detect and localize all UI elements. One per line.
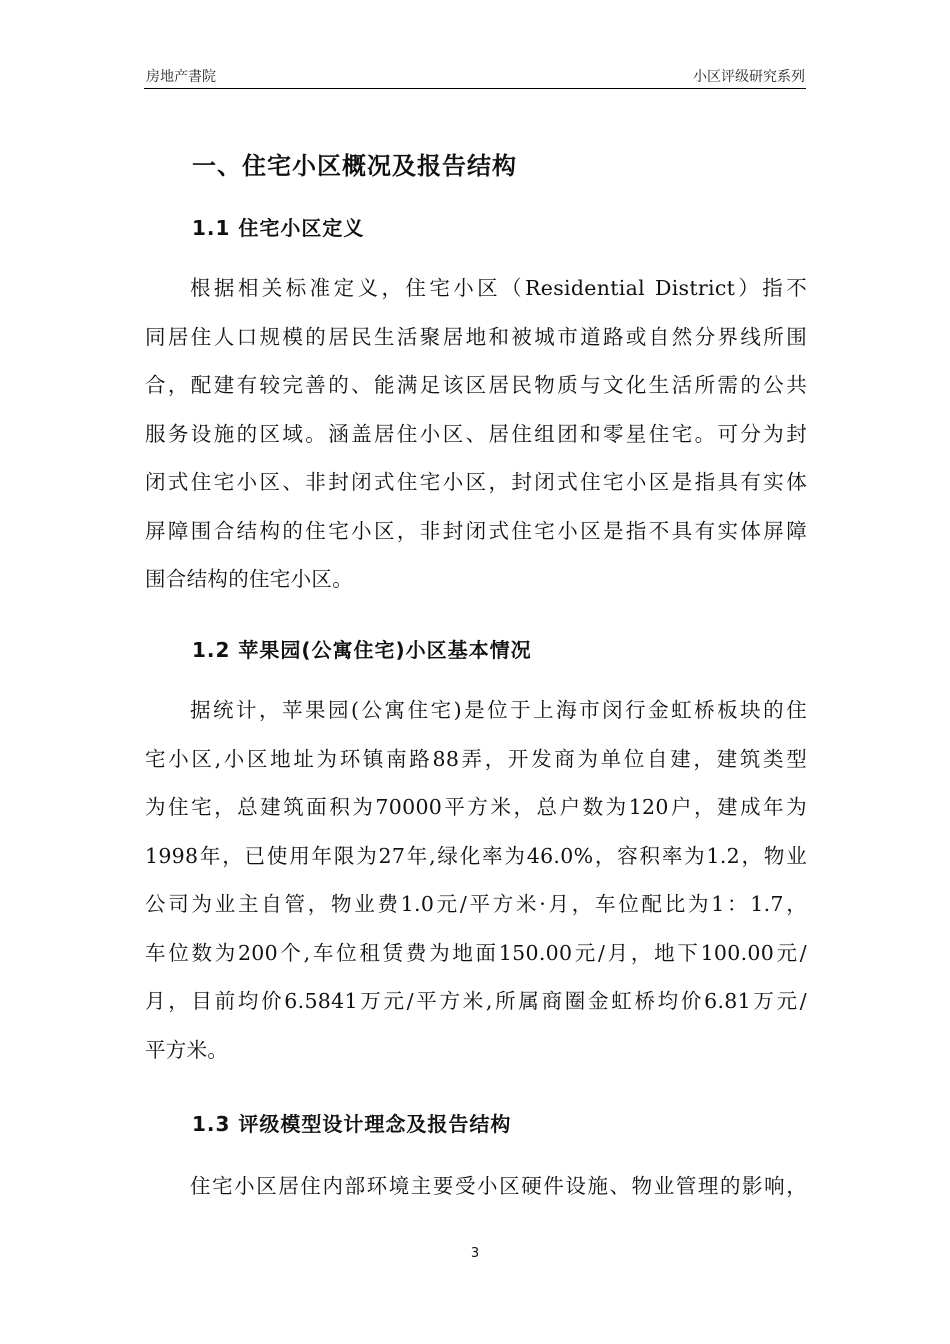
section-heading-1-1: 1.1 住宅小区定义 xyxy=(192,216,365,240)
paragraph-line: 车位数为200个,车位租赁费为地面150.00元/月，地下100.00元/ xyxy=(145,940,807,965)
paragraph-line: 同居住人口规模的居民生活聚居地和被城市道路或自然分界线所围 xyxy=(145,324,807,349)
paragraph-line: 公司为业主自管，物业费1.0元/平方米·月，车位配比为1：1.7， xyxy=(145,892,807,916)
paragraph-line: 月，目前均价6.5841万元/平方米,所属商圈金虹桥均价6.81万元/ xyxy=(145,989,807,1013)
paragraph-line: 住宅小区居住内部环境主要受小区硬件设施、物业管理的影响， xyxy=(190,1174,807,1198)
section-heading-1-3: 1.3 评级模型设计理念及报告结构 xyxy=(192,1112,512,1136)
header-right-title: 小区评级研究系列 xyxy=(693,69,805,85)
section-1-3-body xyxy=(145,1162,807,1211)
section-1-1-body xyxy=(145,264,807,604)
paragraph-line: 平方米。 xyxy=(145,1037,229,1062)
page-number: 3 xyxy=(470,1246,480,1261)
chapter-title: 一、住宅小区概况及报告结构 xyxy=(192,152,517,180)
paragraph-line: 闭式住宅小区、非封闭式住宅小区，封闭式住宅小区是指具有实体 xyxy=(145,470,807,494)
paragraph-line: 为住宅，总建筑面积为70000平方米，总户数为120户，建成年为 xyxy=(145,795,807,819)
section-1-2-body xyxy=(145,686,807,1074)
header-left-title: 房地产書院 xyxy=(146,69,216,85)
paragraph-line: 围合结构的住宅小区。 xyxy=(145,567,353,591)
paragraph-line: 屏障围合结构的住宅小区，非封闭式住宅小区是指不具有实体屏障 xyxy=(145,518,807,543)
section-heading-1-2: 1.2 苹果园(公寓住宅)小区基本情况 xyxy=(192,638,532,662)
header-divider xyxy=(144,88,806,89)
paragraph-line: 宅小区,小区地址为环镇南路88弄，开发商为单位自建，建筑类型 xyxy=(145,746,807,771)
paragraph-line: 合，配建有较完善的、能满足该区居民物质与文化生活所需的公共 xyxy=(145,373,807,397)
paragraph-line: 服务设施的区域。涵盖居住小区、居住组团和零星住宅。可分为封 xyxy=(145,421,807,446)
paragraph-line: 1998年，已使用年限为27年,绿化率为46.0%，容积率为1.2，物业 xyxy=(145,843,807,868)
paragraph-line: 据统计，苹果园(公寓住宅)是位于上海市闵行金虹桥板块的住 xyxy=(190,698,807,722)
paragraph-line: 根据相关标准定义，住宅小区（Residential District）指不 xyxy=(190,276,807,300)
